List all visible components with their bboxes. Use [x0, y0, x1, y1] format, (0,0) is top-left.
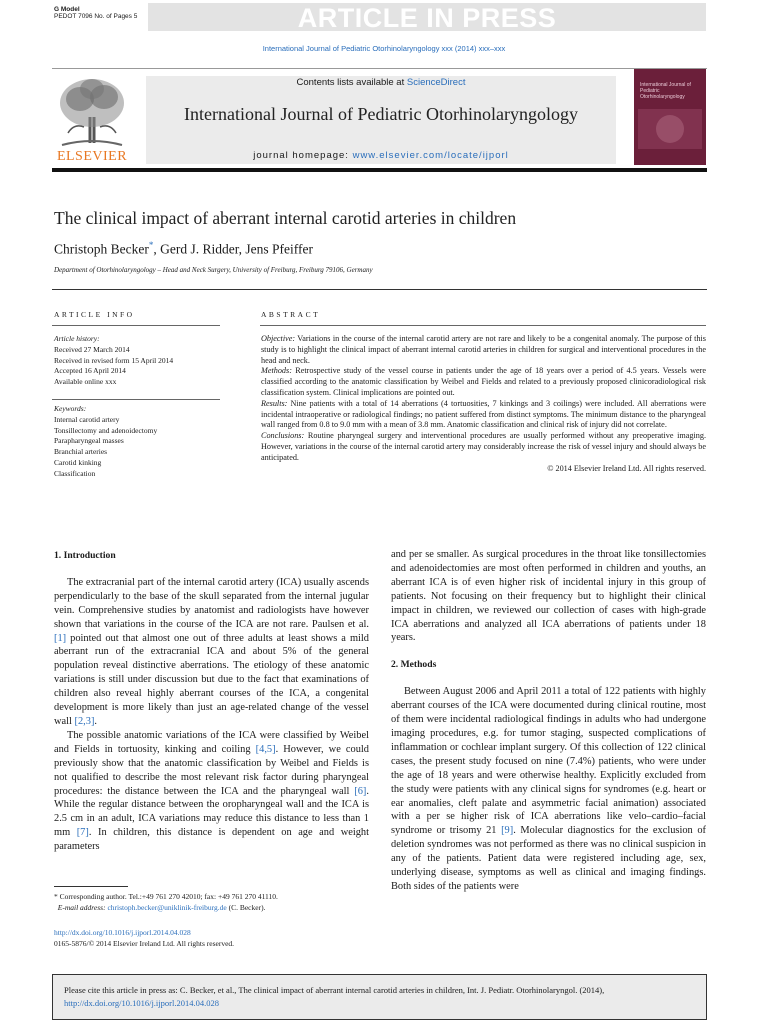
reference-link[interactable]: [6]: [354, 785, 367, 797]
keyword: Branchial arteries: [54, 447, 108, 457]
methods-label: Methods:: [261, 366, 292, 376]
intro-text: .: [94, 715, 98, 727]
history-accepted: Accepted 16 April 2014: [54, 366, 126, 376]
intro-text: . In children, this distance is dependent on age and weight parameters: [54, 827, 369, 853]
introduction-heading: 1. Introduction: [54, 550, 116, 561]
intro-paragraph-1: [54, 576, 369, 729]
reference-link[interactable]: [1]: [54, 632, 67, 644]
sciencedirect-link[interactable]: ScienceDirect: [406, 77, 466, 88]
gmodel-label: G Model: [54, 6, 80, 13]
footnote-rule: [54, 886, 128, 887]
footnote-star: *: [54, 892, 58, 901]
keyword: Carotid kinking: [54, 457, 102, 467]
email-label: E-mail address:: [57, 903, 106, 912]
methods-paragraph-1: [391, 685, 706, 894]
intro-text: . However, we could previously show that the anatomic classification by Weibel and Fields is not qualified to describe the most relevant risk factor during pharyngeal procedures: the distance between the ICA and the pharyngeal wall: [54, 743, 369, 797]
contact-details: Corresponding author. Tel.:+49 761 270 42010; fax: +49 761 270 41110.: [57, 892, 278, 901]
issn-line: 0165-5876/© 2014 Elsevier Ireland Ltd. All rights reserved.: [54, 939, 235, 948]
methods-text: Retrospective study of the vessel course in patients under the age of 18 years over a period of 4.5 years. Vessels were classified according to the anatomic classification by Weibel and Fields and related to a previously proposed clinicoradiological risk classification system. Clinical implications are pointed out.: [261, 366, 706, 397]
keywords-rule: [52, 399, 220, 400]
citation-text: [64, 984, 694, 1010]
article-info-rule: [52, 325, 220, 326]
abstract-text: [261, 334, 706, 474]
author-becker: Christoph Becker: [54, 241, 149, 257]
other-authors: , Gerd J. Ridder, Jens Pfeiffer: [153, 241, 314, 257]
doi-link[interactable]: http://dx.doi.org/10.1016/j.ijporl.2014.04.028: [54, 928, 191, 937]
history-label: Article history:: [54, 334, 100, 343]
corresponding-author-note: [54, 891, 278, 902]
article-number: PEDOT 7096 No. of Pages 5: [54, 13, 138, 20]
title-rule: [52, 289, 707, 290]
intro-paragraph-2: [54, 729, 369, 854]
history-online: Available online xxx: [54, 377, 117, 387]
methods-body-text: . Molecular diagnostics for the exclusion of deletion syndromes was not performed as there was no clinical suspicion in any of the patients. Patient data were registered including age, sex, underlying disease, symptoms as well as clinical and imaging findings. Both sides of the patients were: [391, 825, 706, 892]
author-list: [54, 240, 313, 258]
keywords-list: [54, 404, 157, 480]
footnote: [54, 891, 278, 913]
keyword: Classification: [54, 468, 96, 478]
reference-link[interactable]: [2,3]: [74, 715, 95, 727]
homepage-prefix: journal homepage:: [253, 150, 353, 161]
results-text: Nine patients with a total of 14 aberrations (4 tortuosities, 7 kinkings and 3 coilings) were included. All aberrations were incidental intraoperative or radiological findings; no patient suffered from distinct symptoms. The minimum distance to the pharyngeal wall ranged from 0.8 to 9.0 mm with a mean of 3.8 mm. Anatomic classification and clinical risk of injury did not correlate.: [261, 398, 706, 430]
journal-citation-link[interactable]: International Journal of Pediatric Otorhinolaryngology xxx (2014) xxx–xxx: [262, 44, 506, 53]
intro-text: The extracranial part of the internal carotid artery (ICA) usually ascends perpendicularly to the base of the skull separated from the internal jugular vein. Comprehensive studies by anatomist and radiologists have however shown that variations in the course of the ICA are not rare. Paulsen et al.: [54, 576, 369, 630]
email-line: [54, 902, 278, 913]
abstract-methods: [261, 366, 706, 398]
abstract-copyright: © 2014 Elsevier Ireland Ltd. All rights reserved.: [547, 463, 706, 473]
citation-instructions: Please cite this article in press as: C. Becker, et al., The clinical impact of aberrant internal carotid arteries in children, Int. J. Pediatr. Otorhinolaryngol. (2014),: [64, 985, 605, 995]
intro-text: pointed out that almost one out of three adults at least shows a mild aberrant run of the extracranial ICA and about 5% of the general population reveal distinctive aberrations. The etiology of these anatomic variations is still under discussion but due to the fact that examinations of children also reveal highly aberrant courses of the ICA, a congenital development is more likely than just an age-related change of the vessel wall: [54, 632, 369, 727]
journal-homepage-line: [146, 150, 616, 161]
homepage-link[interactable]: www.elsevier.com/locate/ijporl: [352, 150, 509, 161]
methods-body-text: Between August 2006 and April 2011 a total of 122 patients with highly aberrant courses of the ICA were documented during clinical routine, most of them were incidental radiological findings in adults who had undergone imaging procedures, e.g. for tumor staging, suspected complications of inflammation or cochlear implant surgery. Of this collection of 122 clinical cases, the present study focused on nine (7.4%) patients, who were under the age of 18 years and were otherwise healthy. Explicitly excluded from the study were patients with any clinical signs for syndromes (e.g. heart or ear anomalies, cleft palate and asymmetric facial animation) associated with a per se higher risk of ICA aberrations like velo–cardio–facial syndrome or trisomy 21: [391, 686, 706, 837]
body-right-column: [391, 548, 706, 894]
citation-doi-link[interactable]: http://dx.doi.org/10.1016/j.ijporl.2014.04.028: [64, 998, 219, 1008]
intro-text: The possible anatomic variations of the ICA were classified by Weibel and Fields in tortuosity, kinking and coiling: [54, 729, 369, 755]
intro-text: . While the regular distance between the oropharyngeal wall and the ICA is 2.5 cm in an adult, ICA variations may reduce this distance to less than 1 mm: [54, 785, 369, 839]
abstract-rule: [260, 325, 706, 326]
article-in-press-label: ARTICLE IN PRESS: [297, 3, 557, 33]
abstract-results: [261, 399, 706, 431]
article-title: The clinical impact of aberrant internal carotid arteries in children: [54, 208, 517, 228]
results-label: Results:: [261, 398, 288, 408]
header-thick-rule: [52, 168, 707, 172]
abstract-heading: ABSTRACT: [261, 310, 321, 319]
article-info-heading: ARTICLE INFO: [54, 310, 135, 319]
email-link[interactable]: christoph.becker@uniklinik-freiburg.de: [107, 903, 227, 912]
journal-title: International Journal of Pediatric Otorhinolaryngology: [184, 104, 578, 124]
objective-text: Variations in the course of the internal carotid artery are not rare and likely to be a congenital anomaly. The purpose of this study is to highlight the clinical impact of aberrant internal carotid arteries in children for surgical and interventional procedures in the head and neck.: [261, 334, 706, 365]
keyword: Parapharyngeal masses: [54, 436, 124, 446]
abstract-conclusions: [261, 431, 706, 463]
header-rule: [52, 68, 707, 69]
history-received: Received 27 March 2014: [54, 344, 130, 354]
keyword: Tonsillectomy and adenoidectomy: [54, 425, 158, 435]
elsevier-wordmark: ELSEVIER: [56, 149, 128, 164]
contents-line: [146, 77, 616, 88]
cover-title: International Journal of Pediatric Otorhinolaryngology: [640, 82, 691, 100]
conclusions-label: Conclusions:: [261, 431, 305, 441]
body-left-column: [54, 549, 369, 854]
email-suffix: (C. Becker).: [226, 903, 266, 912]
reference-link[interactable]: [7]: [76, 827, 89, 839]
intro-paragraph-continued: and per se smaller. As surgical procedures in the throat like tonsillectomies and adenoidectomies are most often performed in children and youths, an aberrant ICA is of even higher risk of incidental injury in this group of patients. Not focusing on their frequency but to highlight their clinical impact in children, we reviewed our collection of cases with high-grade ICA aberrations and analyzed all ICA aberrations of patients under 18 years.: [391, 549, 706, 644]
keyword: Internal carotid artery: [54, 414, 120, 424]
methods-heading: 2. Methods: [391, 659, 437, 671]
reference-link[interactable]: [9]: [501, 825, 514, 837]
objective-label: Objective:: [261, 334, 296, 343]
doi-block: [54, 927, 234, 949]
reference-link[interactable]: [4,5]: [255, 743, 276, 755]
history-revised: Received in revised form 15 April 2014: [54, 355, 174, 365]
corresponding-author-marker[interactable]: *: [148, 240, 154, 250]
abstract-objective: [261, 334, 706, 366]
contents-prefix: Contents lists available at: [296, 77, 407, 88]
conclusions-text: Routine pharyngeal surgery and interventional procedures are usually performed without any preoperative imaging. However, variations in the course of the internal carotid artery may considerably increase the risk of vessel injury and should always be anticipated.: [261, 431, 706, 462]
article-code: [54, 6, 137, 20]
keywords-label: Keywords:: [54, 404, 87, 413]
affiliation: Department of Otorhinolaryngology – Head and Neck Surgery, University of Freiburg, Freiburg 79106, Germany: [54, 266, 373, 274]
article-history: [54, 334, 173, 388]
